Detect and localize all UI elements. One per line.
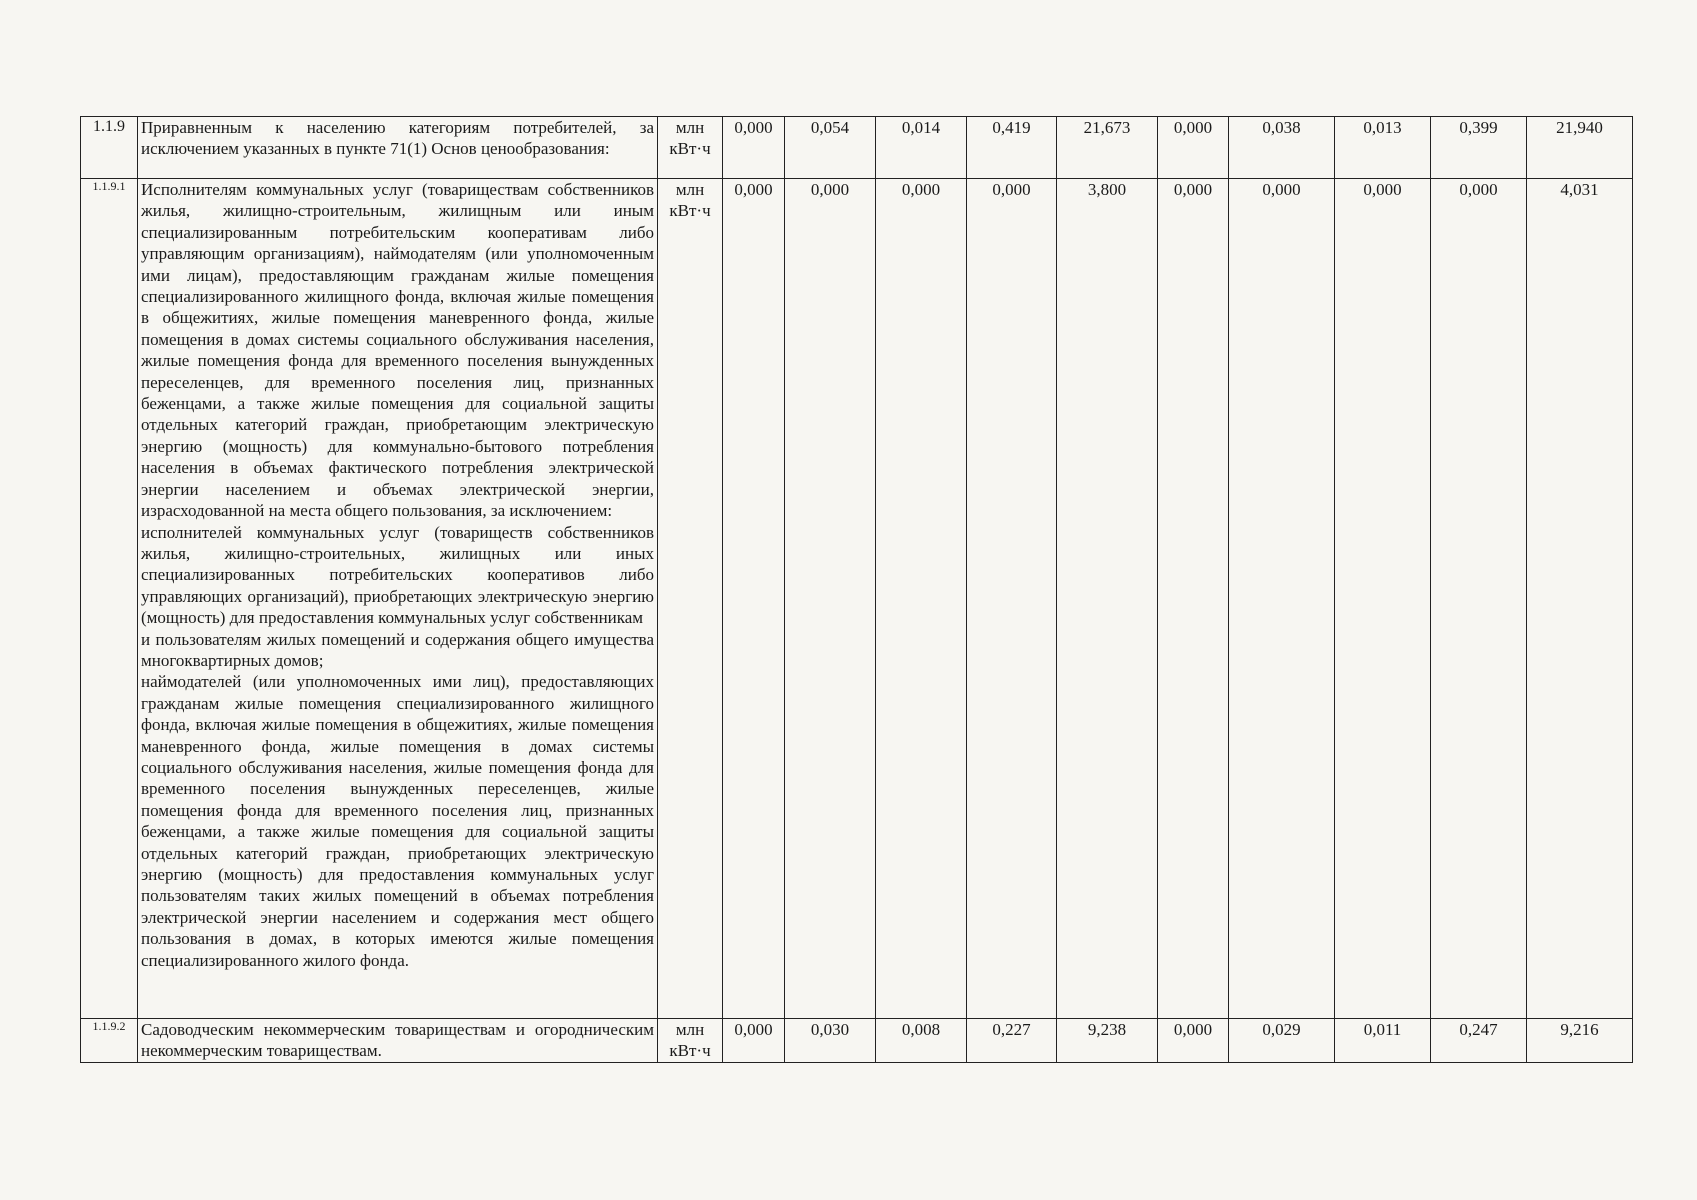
value-cell: 0,014 (876, 117, 967, 179)
value-cell: 0,000 (1158, 1019, 1229, 1063)
value-cell: 0,029 (1229, 1019, 1335, 1063)
value-cell: 0,000 (723, 1019, 785, 1063)
value-cell: 0,000 (1335, 179, 1431, 1019)
table-body (81, 117, 1633, 1063)
value-cell: 3,800 (1057, 179, 1158, 1019)
tariff-volume-table (80, 116, 1633, 1063)
row-number: 1.1.9.2 (81, 1019, 138, 1063)
unit-line: кВт·ч (669, 1041, 711, 1061)
table-row (81, 117, 1633, 179)
value-cell: 0,000 (876, 179, 967, 1019)
table-row (81, 1019, 1633, 1063)
value-cell: 0,000 (785, 179, 876, 1019)
consumer-category-description (138, 179, 658, 1019)
value-cell: 0,011 (1335, 1019, 1431, 1063)
value-cell: 21,673 (1057, 117, 1158, 179)
value-cell: 0,000 (1158, 179, 1229, 1019)
consumer-category-description (138, 117, 658, 179)
value-cell: 0,000 (1158, 117, 1229, 179)
description-paragraph: Приравненным к населению категориям потребителей, за исключением указанных в пункте 71(1) Основ ценообразования: (141, 118, 654, 159)
value-cell: 0,227 (967, 1019, 1057, 1063)
description-paragraph: наймодателей (или уполномоченных ими лиц), предоставляющих гражданам жилые помещения специализированного жилищного фонда, включая жилые помещения в общежитиях, жилые помещения маневренного фонда, жилые помещения в домах системы социального обслуживания населения, жилые помещения фонда для временного поселения вынужденных переселенцев, жилые помещения фонда для временного поселения лиц, признанных беженцами, а также жилые помещения для социальной защиты отдельных категорий граждан, приобретающих электрическую энергию (мощность) для предоставления коммунальных услуг пользователям таких жилых помещений в объемах потребления электрической энергии населением и содержания мест общего пользования в домах, в которых имеются жилые помещения специализированного жилого фонда. (141, 672, 654, 970)
unit-line: млн (675, 1020, 705, 1039)
value-cell: 4,031 (1527, 179, 1633, 1019)
value-cell: 0,030 (785, 1019, 876, 1063)
description-paragraph: и пользователям жилых помещений и содержания общего имущества многоквартирных домов; (141, 629, 654, 670)
value-cell: 0,419 (967, 117, 1057, 179)
consumer-category-description (138, 1019, 658, 1063)
unit-line: млн (675, 180, 705, 199)
row-number: 1.1.9 (81, 117, 138, 179)
unit-cell (658, 1019, 723, 1063)
unit-line: кВт·ч (669, 201, 711, 221)
value-cell: 0,054 (785, 117, 876, 179)
description-paragraph: Исполнителям коммунальных услуг (товариществам собственников жилья, жилищно-строительным, жилищным или иным специализированным потребительским кооперативам либо управляющим организациям), наймодателям (или уполномоченным ими лицам), предоставляющим гражданам жилые помещения специализированного жилищного фонда, включая жилые помещения в общежитиях, жилые помещения маневренного фонда, жилые помещения в домах системы социального обслуживания населения, жилые помещения фонда для временного поселения вынужденных переселенцев, для временного поселения лиц, признанных беженцами, а также жилые помещения для социальной защиты отдельных категорий граждан, приобретающим электрическую энергию (мощность) для коммунально-бытового потребления населения в объемах фактического потребления электрической энергии населением и объемах электрической энергии, израсходованной на места общего пользования, за исключением: (141, 180, 654, 521)
value-cell: 0,038 (1229, 117, 1335, 179)
unit-line: млн (675, 118, 705, 137)
value-cell: 9,238 (1057, 1019, 1158, 1063)
value-cell: 0,000 (1229, 179, 1335, 1019)
unit-cell (658, 117, 723, 179)
table-row (81, 179, 1633, 1019)
row-number: 1.1.9.1 (81, 179, 138, 1019)
unit-cell (658, 179, 723, 1019)
value-cell: 0,000 (723, 179, 785, 1019)
unit-line: кВт·ч (669, 139, 711, 159)
value-cell: 0,399 (1431, 117, 1527, 179)
value-cell: 0,000 (1431, 179, 1527, 1019)
description-paragraph: исполнителей коммунальных услуг (товариществ собственников жилья, жилищно-строительных, жилищных или иных специализированных потребительских кооперативов либо управляющих организаций), приобретающих электрическую энергию (мощность) для предоставления коммунальных услуг собственникам (141, 522, 654, 628)
description-paragraph: Садоводческим некоммерческим товариществам и огородническим некоммерческим товариществам. (141, 1020, 654, 1061)
value-cell: 0,000 (967, 179, 1057, 1019)
value-cell: 9,216 (1527, 1019, 1633, 1063)
value-cell: 0,008 (876, 1019, 967, 1063)
value-cell: 21,940 (1527, 117, 1633, 179)
value-cell: 0,000 (723, 117, 785, 179)
value-cell: 0,247 (1431, 1019, 1527, 1063)
value-cell: 0,013 (1335, 117, 1431, 179)
